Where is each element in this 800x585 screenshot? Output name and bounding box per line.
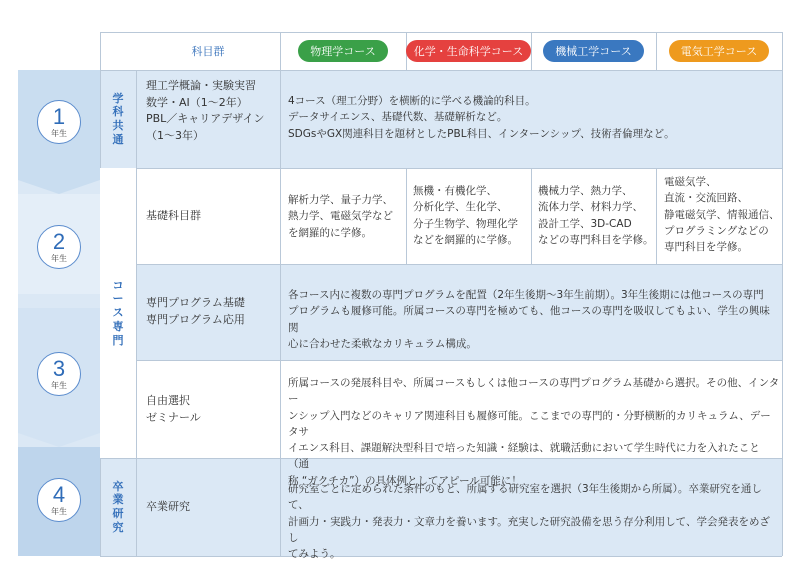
year-label: 年生 (51, 507, 67, 516)
category-course-text: コース専門 (112, 278, 124, 347)
basic-physics-desc (288, 192, 404, 241)
category-label-course (100, 168, 136, 458)
subject-line: （1〜3年） (146, 128, 204, 142)
desc-line: 4コース（理工分野）を横断的に学べる機論的科目。 (288, 95, 536, 107)
desc-line: などを網羅的に学修。 (413, 233, 518, 246)
grid-line (531, 168, 532, 264)
grid-line (782, 32, 783, 556)
header-course-physics (280, 32, 406, 70)
subject-line: 専門プログラム基礎 (146, 296, 245, 309)
category-label-common (100, 70, 136, 168)
graduation-description (288, 481, 780, 562)
desc-line: SDGsやGX関連科目を題材としたPBL科目、インターンシップ、技術者倫理など。 (288, 127, 675, 140)
desc-line: プログラムも履修可能。所属コースの専門を極めても、他コースの専門を吸収してもよい、学生の興味関 (288, 305, 770, 334)
category-graduation-text: 卒業研究 (112, 479, 124, 534)
course-pill-mechanical: 機械工学コース (543, 40, 643, 62)
desc-line: 設計工学、3D-CAD (538, 217, 632, 230)
year-number: 1 (52, 104, 66, 129)
desc-line: イエンス科目、課題解決型科目で培った知識・経験は、就職活動において学生時代に力を入れたこと（通 (288, 442, 760, 471)
year-label: 年生 (51, 381, 67, 390)
header-course-electrical (656, 32, 782, 70)
year-badge-3 (37, 352, 81, 396)
desc-line: 計画力・実践力・発表力・文章力を養います。充実した研究設備を思う存分利用して、学会発表をめざし (288, 515, 770, 544)
desc-line: 各コース内に複数の専門プログラムを配置（2年生後期〜3年生前期）。3年生後期には他コースの専門 (288, 289, 764, 301)
desc-line: 専門科目を学修。 (664, 241, 748, 254)
desc-line: てみよう。 (288, 548, 341, 561)
desc-line: プログラミングなどの (664, 224, 769, 237)
desc-line: 流体力学、材料力学、 (538, 201, 643, 214)
desc-line: 機械力学、熱力学、 (538, 185, 633, 197)
subject-line: 自由選択 (146, 394, 190, 407)
basic-mechanical-desc (538, 183, 654, 248)
year-label: 年生 (51, 129, 67, 138)
grid-line (100, 70, 782, 71)
desc-line: 直流・交流回路、 (664, 192, 748, 205)
basic-subject: 基礎科目群 (146, 209, 201, 222)
desc-line: 分子生物学、物理化学 (413, 217, 518, 230)
desc-line: 解析力学、量子力学、 (288, 194, 393, 206)
basic-chemistry-desc (413, 183, 529, 248)
elective-subjects (146, 393, 278, 426)
year-badge-4 (37, 478, 81, 522)
desc-line: 熱力学、電磁気学など (288, 210, 393, 223)
elective-description (288, 375, 780, 489)
course-pill-physics: 物理学コース (298, 40, 387, 62)
grid-line (656, 168, 657, 264)
subject-line: PBL／キャリアデザイン (146, 112, 265, 125)
year-badge-1 (37, 100, 81, 144)
subject-line: 数学・AI（1〜2年） (146, 95, 248, 109)
graduation-subject: 卒業研究 (146, 500, 190, 513)
desc-line: 所属コースの発展科目や、所属コースもしくは他コースの専門プログラム基礎から選択。その他、インター (288, 377, 780, 406)
grid-line (280, 32, 281, 556)
desc-line: 研究室ごとに定められた条件のもと、所属する研究室を選択（3年生後期から所属）。卒業研究を通して、 (288, 483, 762, 512)
desc-line: を網羅的に学修。 (288, 226, 372, 239)
header-course-mechanical (531, 32, 656, 70)
desc-line: 分析化学、生化学、 (413, 201, 508, 214)
common-description (288, 93, 778, 142)
year-number: 3 (52, 356, 66, 381)
course-pill-chemistry: 化学・生命科学コース (406, 40, 531, 62)
desc-line: ンシップ入門などのキャリア関連科目も履修可能。ここまでの専門的・分野横断的カリキュラム、データサ (288, 409, 771, 438)
desc-line: 静電磁気学、情報通信、 (664, 208, 780, 221)
desc-line: 称 “ガクチカ”）の具体例としてアピール可能に！ (288, 474, 522, 487)
desc-line: などの専門科目を学修。 (538, 233, 654, 246)
grid-line (136, 360, 782, 361)
course-pill-electrical: 電気工学コース (669, 40, 769, 62)
desc-line: データサイエンス、基礎代数、基礎解析など。 (288, 111, 508, 124)
subject-line: 専門プログラム応用 (146, 312, 245, 326)
grid-line (136, 264, 782, 265)
subject-line: 理工学概論・実験実習 (146, 79, 256, 92)
category-common-text: 学科共通 (112, 91, 124, 146)
desc-line: 電磁気学、 (664, 176, 717, 188)
header-subject-group (136, 32, 280, 70)
desc-line: 心に合わせた柔軟なカリキュラム構成。 (288, 337, 477, 350)
year-badge-2 (37, 225, 81, 269)
subject-line: ゼミナール (146, 410, 201, 424)
grid-line (136, 70, 137, 556)
year-label: 年生 (51, 254, 67, 263)
program-description (288, 287, 780, 352)
basic-electrical-desc (664, 174, 780, 255)
grid-line (100, 168, 782, 169)
grid-line (406, 168, 407, 264)
category-label-graduation (100, 458, 136, 556)
program-subjects (146, 295, 278, 328)
common-subjects (146, 78, 278, 144)
year-number: 2 (52, 229, 66, 254)
year-number: 4 (52, 482, 66, 507)
desc-line: 無機・有機化学、 (413, 185, 497, 197)
header-course-chemistry (406, 32, 531, 70)
header-subject-group-label: 科目群 (191, 45, 225, 58)
